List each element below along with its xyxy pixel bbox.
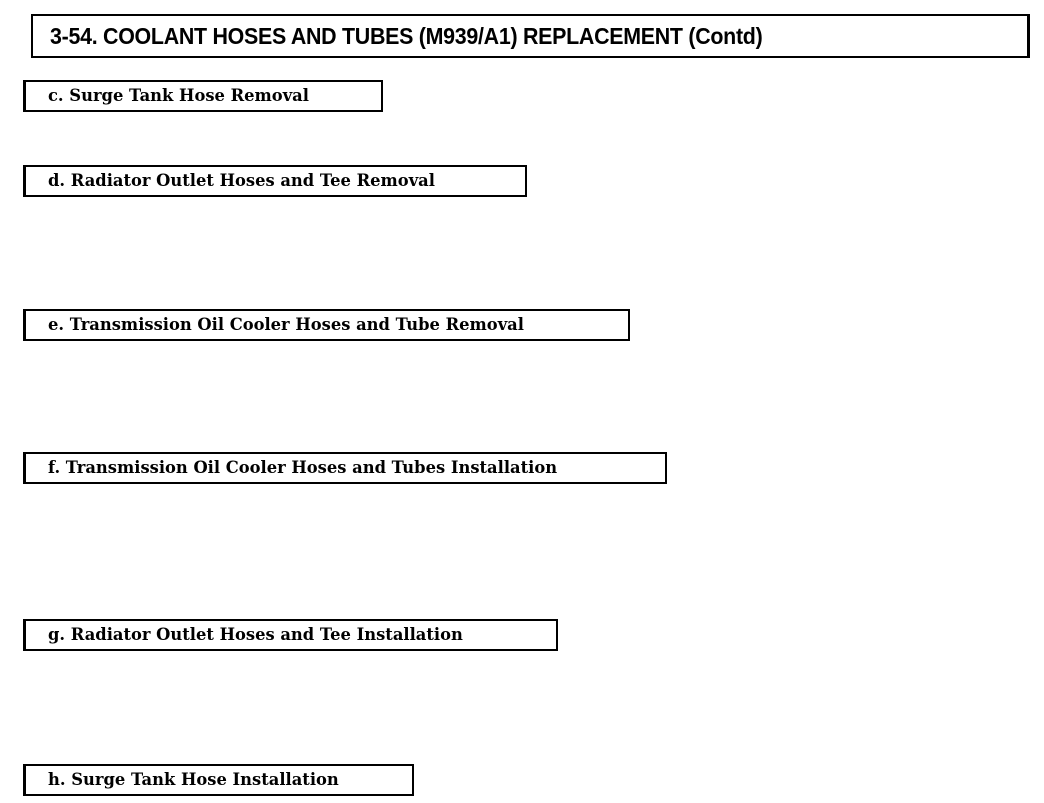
step-heading-label: h. Surge Tank Hose Installation (48, 770, 339, 790)
section-title: 3-54. COOLANT HOSES AND TUBES (M939/A1) REPLACEMENT (Contd) (50, 22, 763, 49)
step-heading-label: d. Radiator Outlet Hoses and Tee Removal (48, 171, 435, 191)
step-heading-label: g. Radiator Outlet Hoses and Tee Installation (48, 625, 463, 645)
step-heading-radiator-outlet-hoses-tee-installation (23, 619, 558, 651)
step-heading-label: c. Surge Tank Hose Removal (48, 86, 309, 106)
step-heading-radiator-outlet-hoses-tee-removal (23, 165, 527, 197)
step-heading-transmission-oil-cooler-removal (23, 309, 630, 341)
step-heading-transmission-oil-cooler-installation (23, 452, 667, 484)
section-title-box (31, 14, 1030, 58)
step-heading-label: f. Transmission Oil Cooler Hoses and Tubes Installation (48, 458, 558, 478)
step-heading-label: e. Transmission Oil Cooler Hoses and Tube Removal (48, 315, 524, 335)
step-heading-surge-tank-hose-removal (23, 80, 383, 112)
step-heading-surge-tank-hose-installation (23, 764, 414, 796)
